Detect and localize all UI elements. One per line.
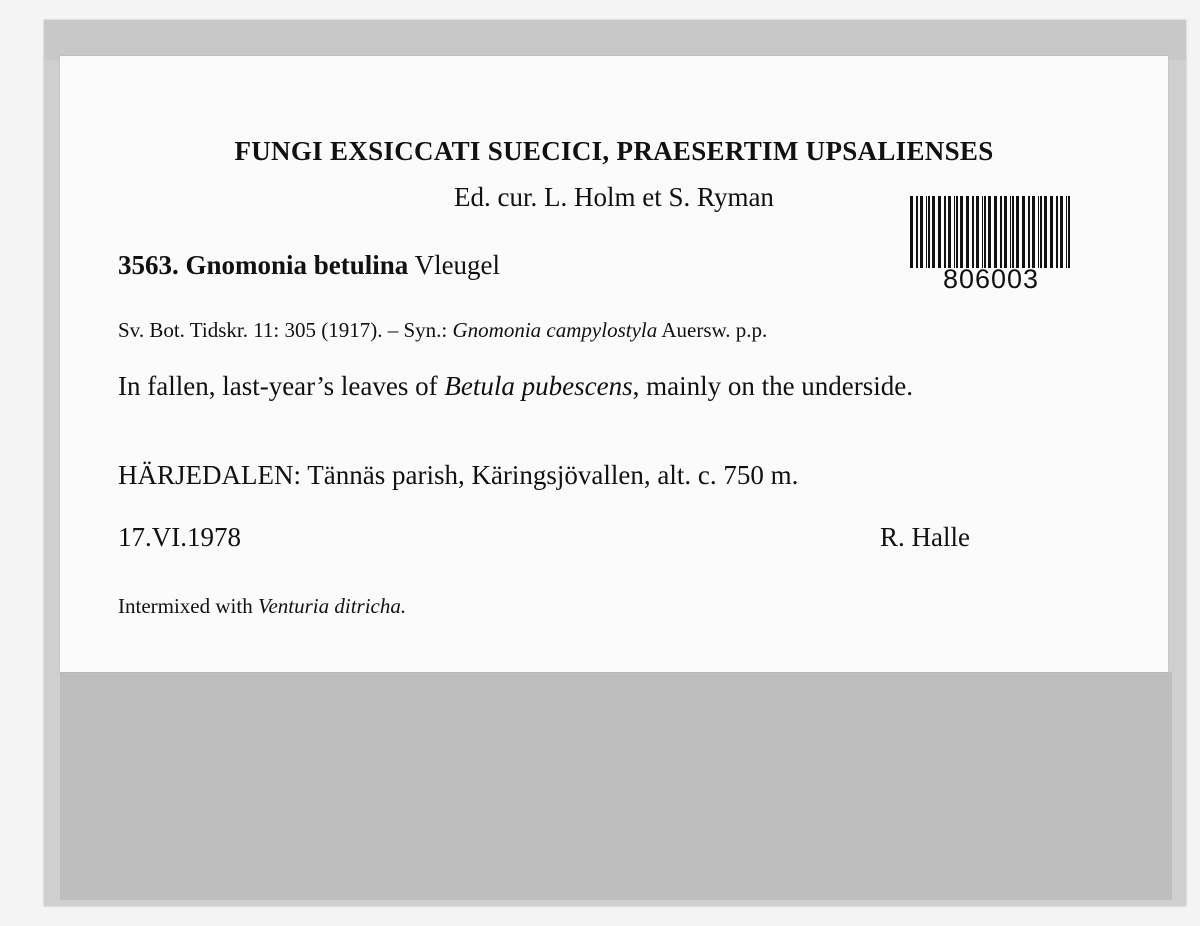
note-species: Venturia ditricha. — [257, 594, 407, 618]
habitat-prefix: In fallen, last-year’s leaves of — [118, 371, 438, 401]
habitat-suffix: , mainly on the underside. — [632, 371, 914, 401]
barcode-number: 806003 — [942, 264, 1040, 294]
habitat-text — [118, 366, 1108, 406]
specimen-label — [60, 56, 1168, 672]
barcode — [908, 196, 1074, 268]
label-editors: Ed. cur. L. Holm et S. Ryman — [454, 182, 774, 212]
sheet-top-band — [44, 20, 1186, 60]
species-name: Gnomonia betulina — [185, 250, 409, 280]
citation-line — [118, 318, 767, 343]
label-title: FUNGI EXSICCATI SUECICI, PRAESERTIM UPSALIENSES — [234, 136, 994, 166]
collector-name: R. Halle — [880, 522, 970, 552]
collection-date: 17.VI.1978 — [118, 522, 241, 552]
citation-text: Sv. Bot. Tidskr. 11: 305 (1917). – Syn.: — [118, 318, 448, 342]
sheet-bottom-panel — [60, 672, 1172, 900]
species-author: Vleugel — [414, 250, 501, 280]
host-name: Betula pubescens — [444, 371, 633, 401]
locality-line: HÄRJEDALEN: Tännäs parish, Käringsjövallen, alt. c. 750 m. — [118, 460, 799, 490]
note-line — [118, 594, 406, 619]
synonym-name: Gnomonia campylostyla — [452, 318, 658, 342]
synonym-author: Auersw. p.p. — [661, 318, 768, 342]
note-text: Intermixed with — [118, 594, 253, 618]
species-number: 3563. — [118, 250, 179, 280]
species-line — [118, 250, 500, 281]
